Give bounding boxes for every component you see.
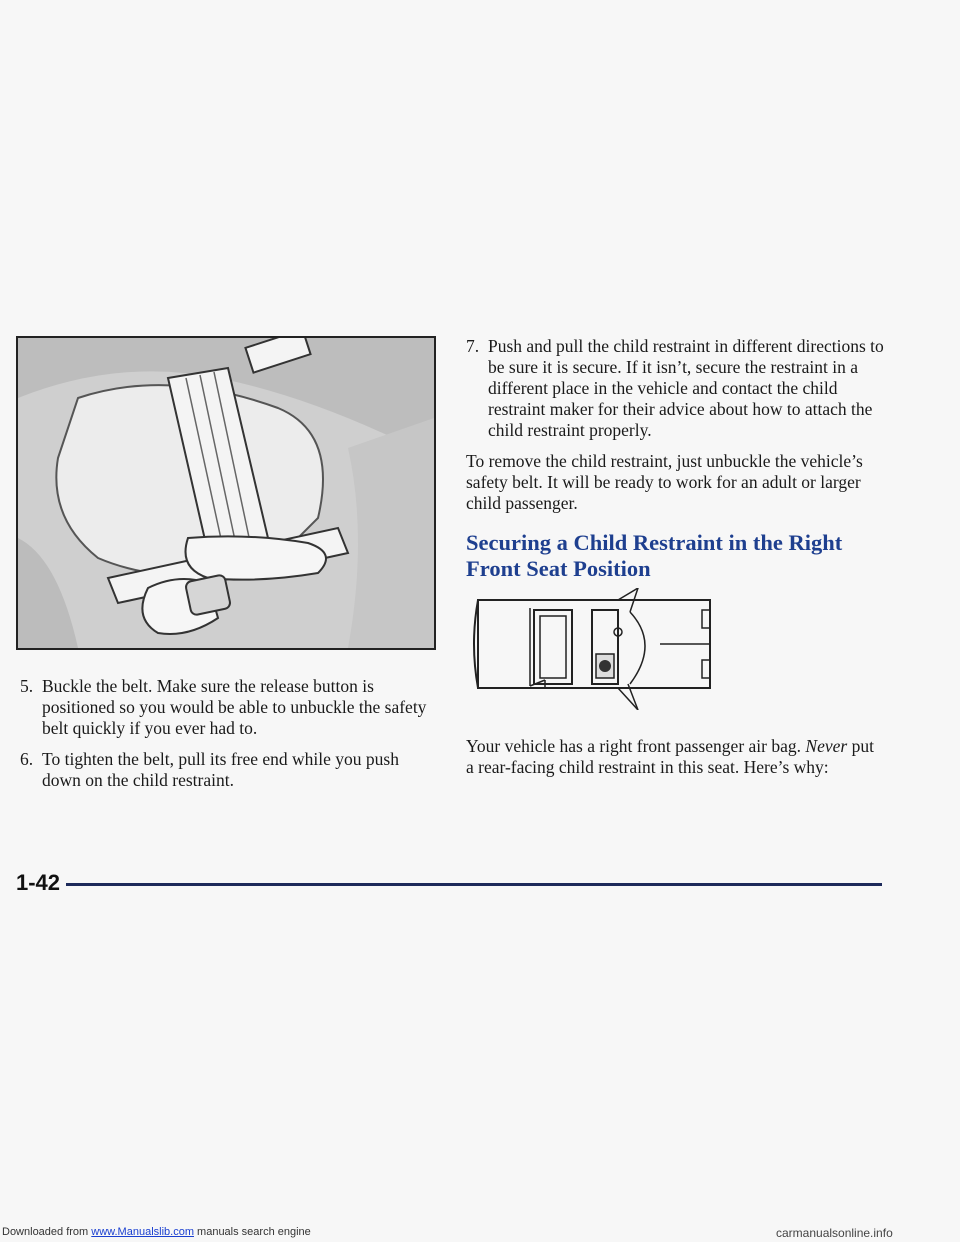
step-text: Push and pull the child restraint in different directions to be sure it is secure. If it isn’t, secure the restraint in a different place in the vehicle and contact the child restraint maker for their advice about how to attach the child restraint properly. [488, 336, 884, 440]
step-number: 7. [466, 336, 480, 356]
step-number: 5. [20, 676, 34, 696]
belt-buckling-drawing [18, 338, 434, 648]
vehicle-seat-diagram [470, 588, 720, 710]
page-number: 1-42 [16, 870, 61, 895]
manualslib-link[interactable]: www.Manualslib.com [91, 1226, 194, 1238]
step-6 [20, 749, 430, 791]
vehicle-top-view-icon [470, 588, 720, 710]
site-watermark: carmanualsonline.info [776, 1226, 893, 1240]
watermark-suffix: manuals search engine [193, 1226, 311, 1238]
step-5 [20, 676, 430, 739]
child-restraint-illustration [16, 336, 436, 650]
step-number: 6. [20, 749, 34, 769]
airbag-text-after: put a rear-facing child restraint in this seat. Here’s why: [466, 736, 874, 777]
step-text: To tighten the belt, pull its free end while you push down on the child restraint. [42, 749, 399, 790]
section-heading: Securing a Child Restraint in the Right Front Seat Position [466, 530, 843, 581]
emphasis-never: Never [805, 736, 848, 756]
right-column [466, 336, 886, 582]
left-steps-list [20, 676, 430, 801]
footer-rule [66, 883, 882, 886]
download-watermark [2, 1226, 311, 1238]
watermark-prefix: Downloaded from [2, 1226, 92, 1238]
step-text: Buckle the belt. Make sure the release button is positioned so you would be able to unbuckle the safety belt quickly if you ever had to. [42, 676, 427, 738]
airbag-paragraph [466, 736, 886, 778]
airbag-text-before: Your vehicle has a right front passenger air bag. [466, 736, 806, 756]
remove-restraint-paragraph: To remove the child restraint, just unbuckle the vehicle’s safety belt. It will be ready to work for an adult or larger child passenger. [466, 451, 863, 513]
step-7 [466, 336, 886, 441]
